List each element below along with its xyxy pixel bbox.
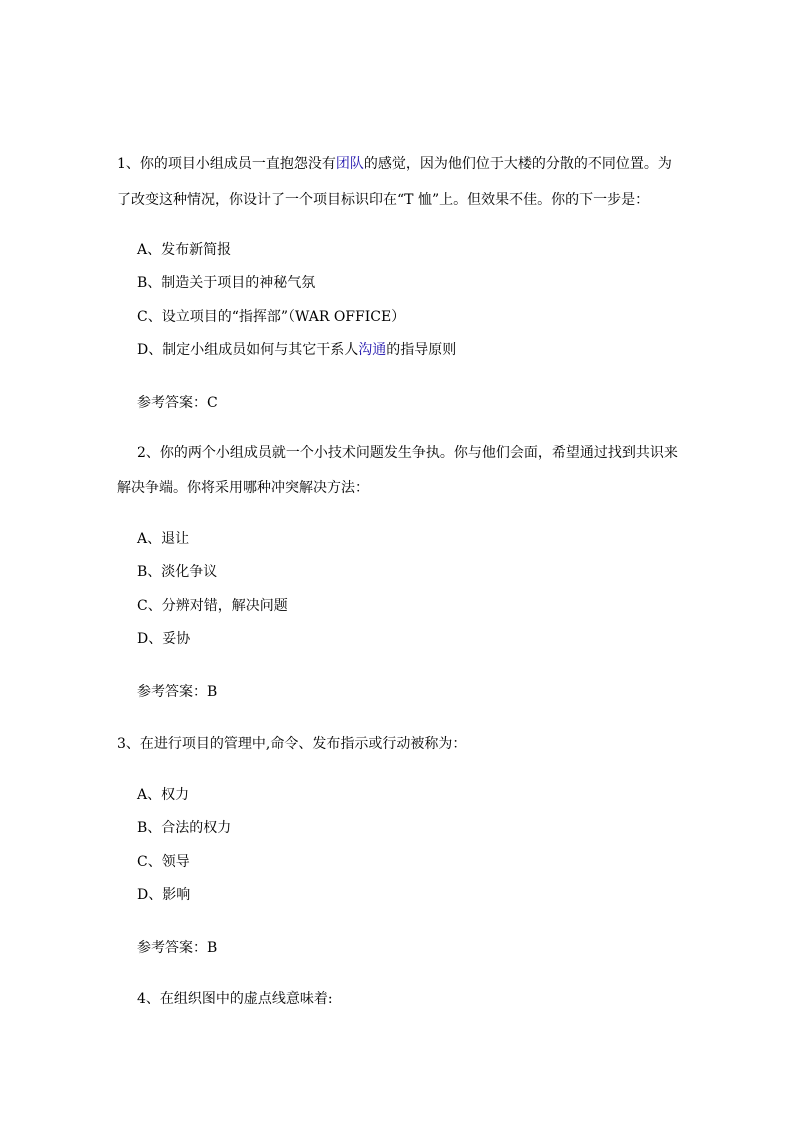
question-3-option-d: D、影响 (137, 887, 191, 903)
question-1-option-a: A、发布新简报 (137, 242, 232, 258)
question-2-line-1: 2、你的两个小组成员就一个小技术问题发生争执。你与他们会面，希望通过找到共识来 (137, 445, 678, 461)
question-3-answer: 参考答案：B (137, 940, 218, 956)
question-1-answer: 参考答案：C (137, 395, 218, 411)
question-2-option-c: C、分辨对错，解决问题 (137, 598, 288, 614)
question-1-line-2: 了改变这种情况，你设计了一个项目标识印在“T 恤”上。但效果不佳。你的下一步是： (117, 192, 650, 208)
question-4-line-1: 4、在组织图中的虚点线意味着: (137, 991, 333, 1007)
option-d-text-a: D、制定小组成员如何与其它干系人 (137, 342, 359, 358)
question-2-answer: 参考答案：B (137, 684, 218, 700)
question-2-option-b: B、淡化争议 (137, 564, 218, 580)
question-2-option-d: D、妥协 (137, 631, 191, 647)
question-3-line-1: 3、在进行项目的管理中,命令、发布指示或行动被称为： (117, 736, 467, 752)
question-3-option-b: B、合法的权力 (137, 820, 232, 836)
question-3-option-a: A、权力 (137, 787, 190, 803)
question-1-option-b: B、制造关于项目的神秘气氛 (137, 275, 316, 291)
question-1-line-1 (117, 155, 672, 173)
question-1-option-c: C、设立项目的“指挥部”（WAR OFFICE） (137, 309, 406, 325)
team-link[interactable]: 团队 (335, 156, 364, 172)
question-1-text-b: 的感觉，因为他们位于大楼的分散的不同位置。为 (363, 156, 672, 172)
question-1-text-a: 1、你的项目小组成员一直抱怨没有 (117, 156, 336, 172)
question-2-line-2: 解决争端。你将采用哪种冲突解决方法： (117, 480, 369, 496)
communication-link[interactable]: 沟通 (358, 342, 387, 358)
question-1-option-d (137, 341, 456, 359)
option-d-text-b: 的指导原则 (386, 342, 457, 358)
question-2-option-a: A、退让 (137, 531, 190, 547)
question-3-option-c: C、领导 (137, 854, 190, 870)
